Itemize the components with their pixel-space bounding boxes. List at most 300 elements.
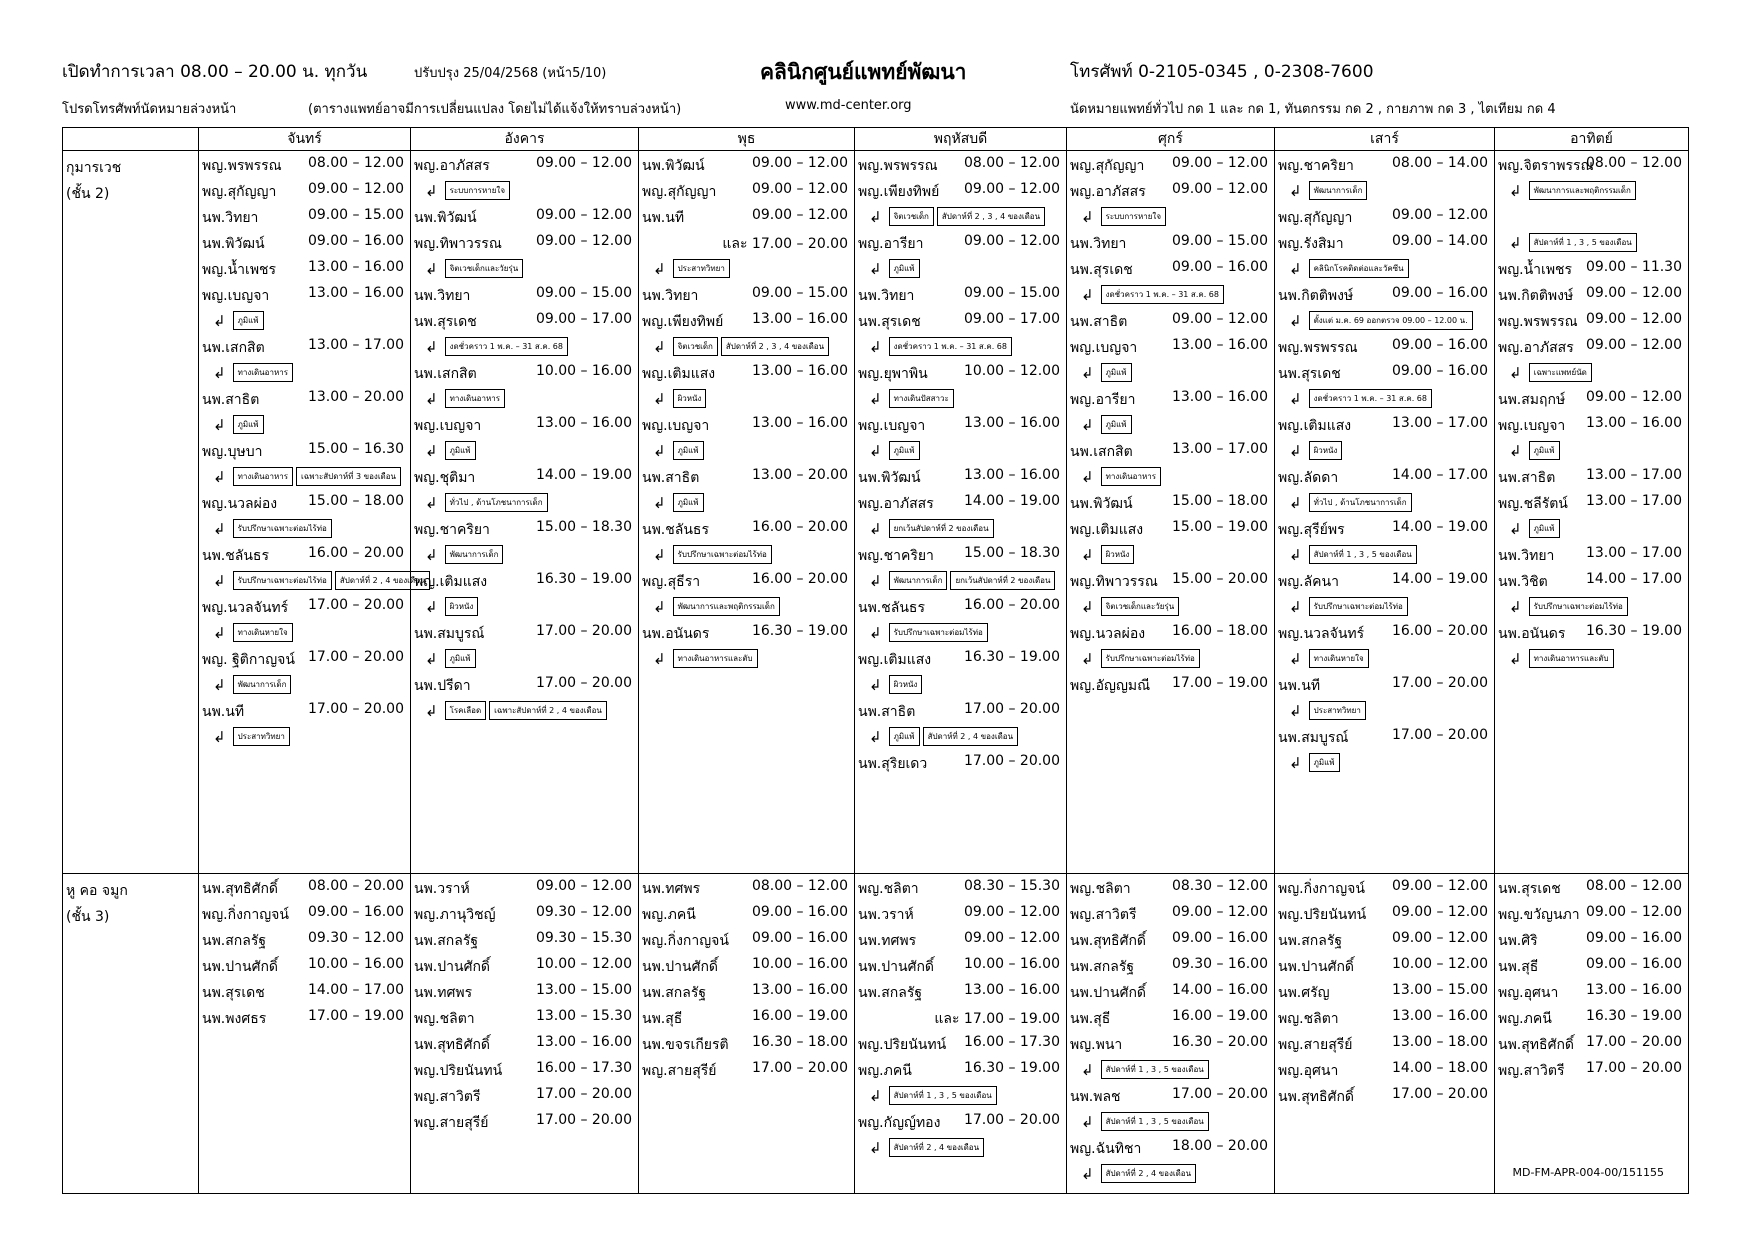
- note-box: พัฒนาการและพฤติกรรมเด็ก: [673, 597, 780, 616]
- doctor-entry: [199, 697, 410, 749]
- time-range: 14.00 – 16.00: [1171, 982, 1268, 998]
- arrow-icon: ↲: [1509, 233, 1522, 252]
- doctor-entry: [411, 463, 638, 515]
- time-range: 17.00 – 20.00: [1585, 1060, 1682, 1076]
- note-group: [1289, 597, 1408, 616]
- arrow-icon: ↲: [1289, 389, 1302, 408]
- note-box: สัปดาห์ที่ 1 , 3 , 5 ของเดือน: [1101, 1060, 1209, 1079]
- phone-text: โทรศัพท์ 0-2105-0345 , 0-2308-7600: [1070, 62, 1374, 82]
- time-range: 16.00 – 19.00: [751, 1008, 848, 1024]
- note-group: [869, 519, 994, 538]
- doctor-name: พญ.สายสุรีย์: [642, 1063, 717, 1079]
- note-group: [1289, 493, 1412, 512]
- arrow-icon: ↲: [1081, 1164, 1094, 1183]
- doctor-entry: [199, 229, 410, 255]
- doctor-entry: [1495, 1004, 1688, 1030]
- doctor-name: นพ.ปานศักดิ์: [414, 959, 491, 975]
- note-group: [1081, 1164, 1196, 1183]
- doctor-name: พญ.ชุติมา: [414, 470, 476, 486]
- doctor-entry: [855, 359, 1066, 411]
- doctor-name: พญ.ยุพาพิน: [858, 366, 928, 382]
- time-range: 09.00 – 15.00: [307, 207, 404, 223]
- arrow-icon: ↲: [653, 597, 666, 616]
- doctor-name: พญ.สุกัญญา: [1070, 158, 1145, 174]
- time-range: 14.00 – 17.00: [307, 982, 404, 998]
- note-group: [653, 337, 829, 356]
- doctor-entry: [199, 926, 410, 952]
- time-range: 09.00 – 15.00: [751, 285, 848, 301]
- department-cell: [63, 874, 199, 1194]
- note-box: ภูมิแพ้: [1101, 415, 1132, 434]
- doctor-name: นพ.ศรัญ: [1278, 985, 1330, 1001]
- doctor-name: นพ.อนันดร: [1498, 626, 1566, 642]
- time-range: 17.00 – 20.00: [535, 1086, 632, 1102]
- note-box: ทางเดินปัสสาวะ: [889, 389, 954, 408]
- time-range: 16.30 – 19.00: [535, 571, 632, 587]
- note-group: [1289, 701, 1366, 720]
- doctor-entry: [199, 541, 426, 593]
- doctor-name: พญ. ฐิติกาญจน์: [202, 652, 295, 668]
- arrow-icon: ↲: [1289, 493, 1302, 512]
- doctor-entry: [1067, 619, 1274, 671]
- doctor-name: นพ.วิทยา: [1498, 548, 1555, 564]
- doctor-entry: [855, 749, 1066, 775]
- doctor-name: พญ.เบญจา: [414, 418, 482, 434]
- doctor-entry: [639, 1056, 854, 1082]
- note-group: [1081, 363, 1132, 382]
- arrow-icon: ↲: [869, 1138, 882, 1157]
- doctor-name: นพ.พงศธร: [202, 1011, 267, 1027]
- arrow-icon: ↲: [1081, 649, 1094, 668]
- doctor-name: นพ.กิตติพงษ์: [1498, 288, 1574, 304]
- arrow-icon: ↲: [1289, 545, 1302, 564]
- time-range: 09.30 – 12.00: [535, 904, 632, 920]
- note-group: [425, 259, 523, 278]
- doctor-entry: [639, 1030, 854, 1056]
- note-box: ทั่วไป , ด้านโภชนาการเด็ก: [445, 493, 548, 512]
- note-box: สัปดาห์ที่ 2 , 4 ของเดือน: [335, 571, 430, 590]
- doctor-name: นพ.สุทธิศักดิ์: [414, 1037, 491, 1053]
- doctor-entry: [199, 281, 410, 333]
- website-link[interactable]: www.md-center.org: [785, 98, 912, 113]
- arrow-icon: ↲: [213, 623, 226, 642]
- note-box: ภูมิแพ้: [889, 727, 920, 746]
- department-name: กุมารเวช: [66, 160, 122, 176]
- time-range: 09.00 – 16.00: [1391, 363, 1488, 379]
- doctor-entry: [1495, 333, 1688, 385]
- note-box: รับปรึกษาเฉพาะต่อมไร้ท่อ: [1101, 649, 1200, 668]
- time-range: 09.00 – 12.00: [1391, 878, 1488, 894]
- doctor-name: พญ.ทิพาวรรณ: [1070, 574, 1158, 590]
- time-range: 16.30 – 19.00: [1585, 1008, 1682, 1024]
- doctor-entry: [411, 978, 638, 1004]
- doctor-name: นพ.สาธิต: [858, 704, 916, 720]
- note-box: ประสาทวิทยา: [673, 259, 730, 278]
- time-range: 08.00 – 12.00: [1585, 155, 1682, 171]
- doctor-entry: [1067, 952, 1274, 978]
- arrow-icon: ↲: [425, 259, 438, 278]
- note-group: [869, 207, 1045, 226]
- doctor-name: พญ.ฉันทิชา: [1070, 1141, 1142, 1157]
- time-range: 09.00 – 17.00: [535, 311, 632, 327]
- doctor-name: นพ.สมฤกษ์: [1498, 392, 1566, 408]
- note-group: [213, 623, 293, 642]
- doctor-name: นพ.ปานศักดิ์: [1278, 959, 1355, 975]
- note-group: [653, 493, 704, 512]
- doctor-entry: [855, 593, 1066, 645]
- arrow-icon: ↲: [425, 545, 438, 564]
- doctor-entry: [411, 671, 638, 723]
- doctor-entry: [1275, 567, 1494, 619]
- doctor-name: นพ.สกลรัฐ: [1070, 959, 1135, 975]
- doctor-name: พญ.เบญจา: [642, 418, 710, 434]
- doctor-entry: [411, 1030, 638, 1056]
- doctor-entry: [855, 645, 1066, 697]
- doctor-name: พญ.อัญญมณี: [1070, 678, 1151, 694]
- note-box: เฉพาะสัปดาห์ที่ 2 , 4 ของเดือน: [489, 701, 607, 720]
- doctor-entry: [1067, 333, 1274, 385]
- note-box: โรคเลือด: [445, 701, 487, 720]
- time-range: 09.00 – 12.00: [535, 207, 632, 223]
- time-range: 13.00 – 16.00: [307, 285, 404, 301]
- doctor-entry: [411, 1056, 638, 1082]
- doctor-name: นพ.วิทยา: [1070, 236, 1127, 252]
- department-row: [63, 874, 1689, 1194]
- time-range: 09.00 – 12.00: [1391, 904, 1488, 920]
- note-box: ยกเว้นสัปดาห์ที่ 2 ของเดือน: [950, 571, 1055, 590]
- doctor-entry: [1275, 900, 1494, 926]
- doctor-name: นพ.สุทธิศักดิ์: [202, 881, 279, 897]
- time-range: 15.00 – 18.30: [535, 519, 632, 535]
- time-range: 08.00 – 12.00: [1585, 878, 1682, 894]
- time-range: 13.00 – 16.00: [963, 415, 1060, 431]
- dial-instructions: นัดหมายแพทย์ทั่วไป กด 1 และ กด 1, ทันตกรรม กด 2 , กายภาพ กด 3 , ไตเทียม กด 4: [1070, 102, 1556, 117]
- arrow-icon: ↲: [1081, 207, 1094, 226]
- time-range: 13.00 – 16.00: [751, 311, 848, 327]
- doctor-entry: [411, 952, 638, 978]
- time-range: 13.00 – 20.00: [307, 389, 404, 405]
- note-box: เฉพาะสัปดาห์ที่ 3 ของเดือน: [296, 467, 401, 486]
- day-cell: [411, 151, 639, 874]
- time-range: และ 17.00 – 20.00: [722, 236, 848, 252]
- arrow-icon: ↲: [869, 389, 882, 408]
- time-range: 13.00 – 16.00: [307, 259, 404, 275]
- note-box: รับปรึกษาเฉพาะต่อมไร้ท่อ: [673, 545, 772, 564]
- note-box: ยกเว้นสัปดาห์ที่ 2 ของเดือน: [889, 519, 994, 538]
- arrow-icon: ↲: [213, 311, 226, 330]
- time-range: 16.30 – 19.00: [751, 623, 848, 639]
- time-range: 09.00 – 14.00: [1391, 233, 1488, 249]
- note-group: [1289, 753, 1340, 772]
- time-range: 08.00 – 12.00: [751, 878, 848, 894]
- note-box: สัปดาห์ที่ 1 , 3 , 5 ของเดือน: [889, 1086, 997, 1105]
- arrow-icon: ↲: [1081, 467, 1094, 486]
- doctor-entry: [1275, 203, 1494, 229]
- arrow-icon: ↲: [1289, 311, 1302, 330]
- note-group: [425, 389, 505, 408]
- note-box: ภูมิแพ้: [673, 493, 704, 512]
- time-range: 08.00 – 12.00: [307, 155, 404, 171]
- schedule-table: [62, 127, 1689, 1194]
- doctor-name: พญ.เบญจา: [1498, 418, 1566, 434]
- doctor-name: นพ.สุรเดช: [202, 985, 265, 1001]
- time-range: 17.00 – 19.00: [1171, 675, 1268, 691]
- note-group: [425, 441, 476, 460]
- note-group: [213, 727, 290, 746]
- time-range: 09.30 – 16.00: [1171, 956, 1268, 972]
- note-group: [1289, 311, 1473, 330]
- note-box: ตั้งแต่ ม.ค. 69 ออกตรวจ 09.00 – 12.00 น.: [1309, 311, 1473, 330]
- time-range: 16.00 – 18.00: [1171, 623, 1268, 639]
- doctor-name: นพ.สกลรัฐ: [858, 985, 923, 1001]
- doctor-entry: [199, 333, 410, 385]
- doctor-name: พญ.ภคนี: [642, 907, 696, 923]
- doctor-entry: [199, 385, 410, 437]
- time-range: 09.00 – 16.00: [307, 233, 404, 249]
- doctor-entry: [1275, 281, 1494, 333]
- doctor-entry: [855, 1108, 1066, 1160]
- note-group: [869, 571, 1055, 590]
- time-range: 16.00 – 20.00: [751, 519, 848, 535]
- doctor-name: นพ.สกลรัฐ: [414, 933, 479, 949]
- doctor-entry: [1275, 515, 1494, 567]
- doctor-entry: [1275, 1056, 1494, 1082]
- note-box: ภูมิแพ้: [1529, 441, 1560, 460]
- note-box: พัฒนาการเด็ก: [889, 571, 948, 590]
- doctor-name: พญ.บุษบา: [202, 444, 263, 460]
- arrow-icon: ↲: [1509, 363, 1522, 382]
- note-group: [1081, 285, 1224, 304]
- doctor-entry: [855, 177, 1066, 229]
- day-cell: [1495, 151, 1689, 874]
- arrow-icon: ↲: [653, 649, 666, 668]
- note-box: จิตเวชเด็ก: [673, 337, 718, 356]
- doctor-entry: [1275, 151, 1494, 203]
- arrow-icon: ↲: [653, 493, 666, 512]
- doctor-name: พญ.สาวิตรี: [1070, 907, 1137, 923]
- doctor-name: นพ.นที: [1278, 678, 1321, 694]
- note-box: สัปดาห์ที่ 1 , 3 , 5 ของเดือน: [1309, 545, 1417, 564]
- time-range: 14.00 – 19.00: [1391, 519, 1488, 535]
- doctor-name: พญ.สุรีย์พร: [1278, 522, 1345, 538]
- doctor-entry: [1275, 952, 1494, 978]
- doctor-name: พญ.พรพรรณ: [1498, 314, 1578, 330]
- time-range: 09.00 – 16.00: [751, 930, 848, 946]
- time-range: 09.00 – 12.00: [1391, 207, 1488, 223]
- arrow-icon: ↲: [1509, 519, 1522, 538]
- note-group: [653, 545, 772, 564]
- doctor-entry: [1067, 1030, 1274, 1082]
- note-box: รับปรึกษาเฉพาะต่อมไร้ท่อ: [233, 519, 332, 538]
- note-box: พัฒนาการเด็ก: [445, 545, 504, 564]
- time-range: 10.00 – 16.00: [307, 956, 404, 972]
- doctor-entry: [411, 900, 638, 926]
- time-range: 08.00 – 20.00: [307, 878, 404, 894]
- doctor-name: พญ.เบญจา: [858, 418, 926, 434]
- note-group: [869, 441, 920, 460]
- note-group: [1509, 363, 1592, 382]
- updated-text: ปรับปรุง 25/04/2568 (หน้า5/10): [414, 66, 607, 81]
- time-range: 16.00 – 17.30: [963, 1034, 1060, 1050]
- doctor-name: พญ.ชาคริยา: [414, 522, 490, 538]
- doctor-name: นพ.กิตติพงษ์: [1278, 288, 1354, 304]
- doctor-entry: [199, 900, 410, 926]
- note-box: ภูมิแพ้: [1529, 519, 1560, 538]
- doctor-entry: [639, 900, 854, 926]
- day-cell: [1495, 874, 1689, 1194]
- time-range: 09.00 – 12.00: [535, 233, 632, 249]
- doctor-entry: [639, 411, 854, 463]
- doctor-entry: [411, 411, 638, 463]
- time-range: 17.00 – 20.00: [1391, 1086, 1488, 1102]
- note-box: สัปดาห์ที่ 2 , 4 ของเดือน: [1101, 1164, 1196, 1183]
- doctor-name: นพ.สาธิต: [1070, 314, 1128, 330]
- arrow-icon: ↲: [869, 337, 882, 356]
- day-header: พฤหัสบดี: [855, 128, 1067, 151]
- time-range: 14.00 – 19.00: [1391, 571, 1488, 587]
- arrow-icon: ↲: [1289, 649, 1302, 668]
- note-group: [1509, 649, 1614, 668]
- note-box: งดชั่วคราว 1 พ.ค. – 31 ส.ค. 68: [1309, 389, 1432, 408]
- arrow-icon: ↲: [1289, 441, 1302, 460]
- time-range: 17.00 – 20.00: [1171, 1086, 1268, 1102]
- time-range: 15.00 – 19.00: [1171, 519, 1268, 535]
- arrow-icon: ↲: [1081, 363, 1094, 382]
- doctor-name: พญ.อาภัสสร: [1070, 184, 1146, 200]
- arrow-icon: ↲: [1081, 1060, 1094, 1079]
- time-range: 09.00 – 17.00: [963, 311, 1060, 327]
- doctor-name: นพ.เสกสิต: [1070, 444, 1133, 460]
- doctor-entry: [1275, 359, 1494, 411]
- note-box: ภูมิแพ้: [445, 649, 476, 668]
- note-group: [1509, 233, 1637, 252]
- doctor-entry: [199, 1004, 410, 1030]
- arrow-icon: ↲: [425, 493, 438, 512]
- time-range: 09.00 – 12.00: [963, 181, 1060, 197]
- doctor-name: นพ.สมบูรณ์: [1278, 730, 1349, 746]
- appointment-text: โปรดโทรศัพท์นัดหมายล่วงหน้า: [62, 102, 237, 117]
- department-floor: (ชั้น 3): [66, 909, 110, 925]
- day-cell: [1275, 874, 1495, 1194]
- doctor-name: พญ.เติมแสง: [414, 574, 488, 590]
- arrow-icon: ↲: [869, 519, 882, 538]
- arrow-icon: ↲: [869, 441, 882, 460]
- time-range: 08.30 – 12.00: [1171, 878, 1268, 894]
- doctor-entry: [411, 359, 638, 411]
- doctor-entry: [855, 489, 1066, 541]
- note-box: รับปรึกษาเฉพาะต่อมไร้ท่อ: [1309, 597, 1408, 616]
- arrow-icon: ↲: [1509, 597, 1522, 616]
- doctor-name: นพ.ปรีดา: [414, 678, 471, 694]
- doctor-name: นพ.สุธี: [642, 1011, 683, 1027]
- doctor-entry: [1495, 463, 1688, 489]
- doctor-name: พญ.เติมแสง: [1070, 522, 1144, 538]
- note-group: [653, 441, 704, 460]
- doctor-entry: [639, 1004, 854, 1030]
- doctor-entry: [855, 1056, 1066, 1108]
- arrow-icon: ↲: [1289, 701, 1302, 720]
- note-box: สัปดาห์ที่ 2 , 4 ของเดือน: [923, 727, 1018, 746]
- doctor-entry: [1275, 333, 1494, 359]
- doctor-name: นพ.นที: [642, 210, 685, 226]
- time-range: 17.00 – 20.00: [535, 1112, 632, 1128]
- arrow-icon: ↲: [1081, 545, 1094, 564]
- doctor-entry: [1495, 1056, 1688, 1082]
- arrow-icon: ↲: [1509, 181, 1522, 200]
- time-range: 16.00 – 20.00: [1391, 623, 1488, 639]
- time-range: 13.00 – 16.00: [963, 467, 1060, 483]
- arrow-icon: ↲: [1081, 285, 1094, 304]
- doctor-entry: [1067, 900, 1274, 926]
- day-cell: [1067, 151, 1275, 874]
- doctor-name: นพ.วิทยา: [414, 288, 471, 304]
- arrow-icon: ↲: [1289, 597, 1302, 616]
- arrow-icon: ↲: [213, 363, 226, 382]
- doctor-entry: [1495, 281, 1688, 307]
- doctor-entry: [855, 307, 1066, 359]
- doctor-name: พญ.พรพรรณ: [202, 158, 282, 174]
- arrow-icon: ↲: [213, 519, 226, 538]
- arrow-icon: ↲: [213, 415, 226, 434]
- doctor-name: นพ.ขจรเกียรติ: [642, 1037, 729, 1053]
- day-header: ศุกร์: [1067, 128, 1275, 151]
- doctor-entry: [1067, 1082, 1274, 1134]
- note-group: [1509, 181, 1636, 200]
- time-range: 17.00 – 20.00: [963, 1112, 1060, 1128]
- doctor-entry: [411, 1004, 638, 1030]
- note-group: [425, 701, 607, 720]
- time-range: 17.00 – 20.00: [307, 649, 404, 665]
- day-cell: [411, 874, 639, 1194]
- note-group: [869, 337, 1012, 356]
- doctor-name: นพ.สาธิต: [1498, 470, 1556, 486]
- doctor-entry: [411, 619, 638, 671]
- time-range: 17.00 – 19.00: [307, 1008, 404, 1024]
- time-range: 16.00 – 20.00: [307, 545, 404, 561]
- time-range: 09.00 – 12.00: [1391, 930, 1488, 946]
- doctor-entry: [1067, 489, 1274, 515]
- doctor-name: นพ.ชลันธร: [858, 600, 925, 616]
- time-range: 13.00 – 17.00: [1585, 467, 1682, 483]
- note-group: [213, 363, 293, 382]
- arrow-icon: ↲: [653, 389, 666, 408]
- arrow-icon: ↲: [425, 389, 438, 408]
- time-range: 09.00 – 12.00: [1171, 181, 1268, 197]
- doctor-name: พญ.ชลีรัตน์: [1498, 496, 1568, 512]
- doctor-entry: [1067, 177, 1274, 229]
- doctor-entry: [1067, 255, 1274, 307]
- day-header-row: [63, 128, 1689, 151]
- arrow-icon: ↲: [1289, 181, 1302, 200]
- doctor-entry: [1495, 411, 1688, 463]
- doctor-entry: [855, 697, 1066, 749]
- note-group: [1081, 545, 1134, 564]
- arrow-icon: ↲: [869, 207, 882, 226]
- doctor-entry: [1275, 978, 1494, 1004]
- time-range: 15.00 – 18.00: [307, 493, 404, 509]
- doctor-name: นพ.ศิริ: [1498, 933, 1538, 949]
- time-range: 09.00 – 12.00: [963, 930, 1060, 946]
- doctor-name: พญ.ชลิตา: [414, 1011, 475, 1027]
- note-group: [213, 675, 291, 694]
- doctor-name: นพ.ทศพร: [858, 933, 917, 949]
- note-box: ผิวหนัง: [445, 597, 479, 616]
- doctor-name: พญ.เพียงทิพย์: [642, 314, 724, 330]
- doctor-entry: [855, 151, 1066, 177]
- doctor-entry: [1067, 515, 1274, 567]
- doctor-entry: [1067, 1004, 1274, 1030]
- time-range: 08.30 – 15.30: [963, 878, 1060, 894]
